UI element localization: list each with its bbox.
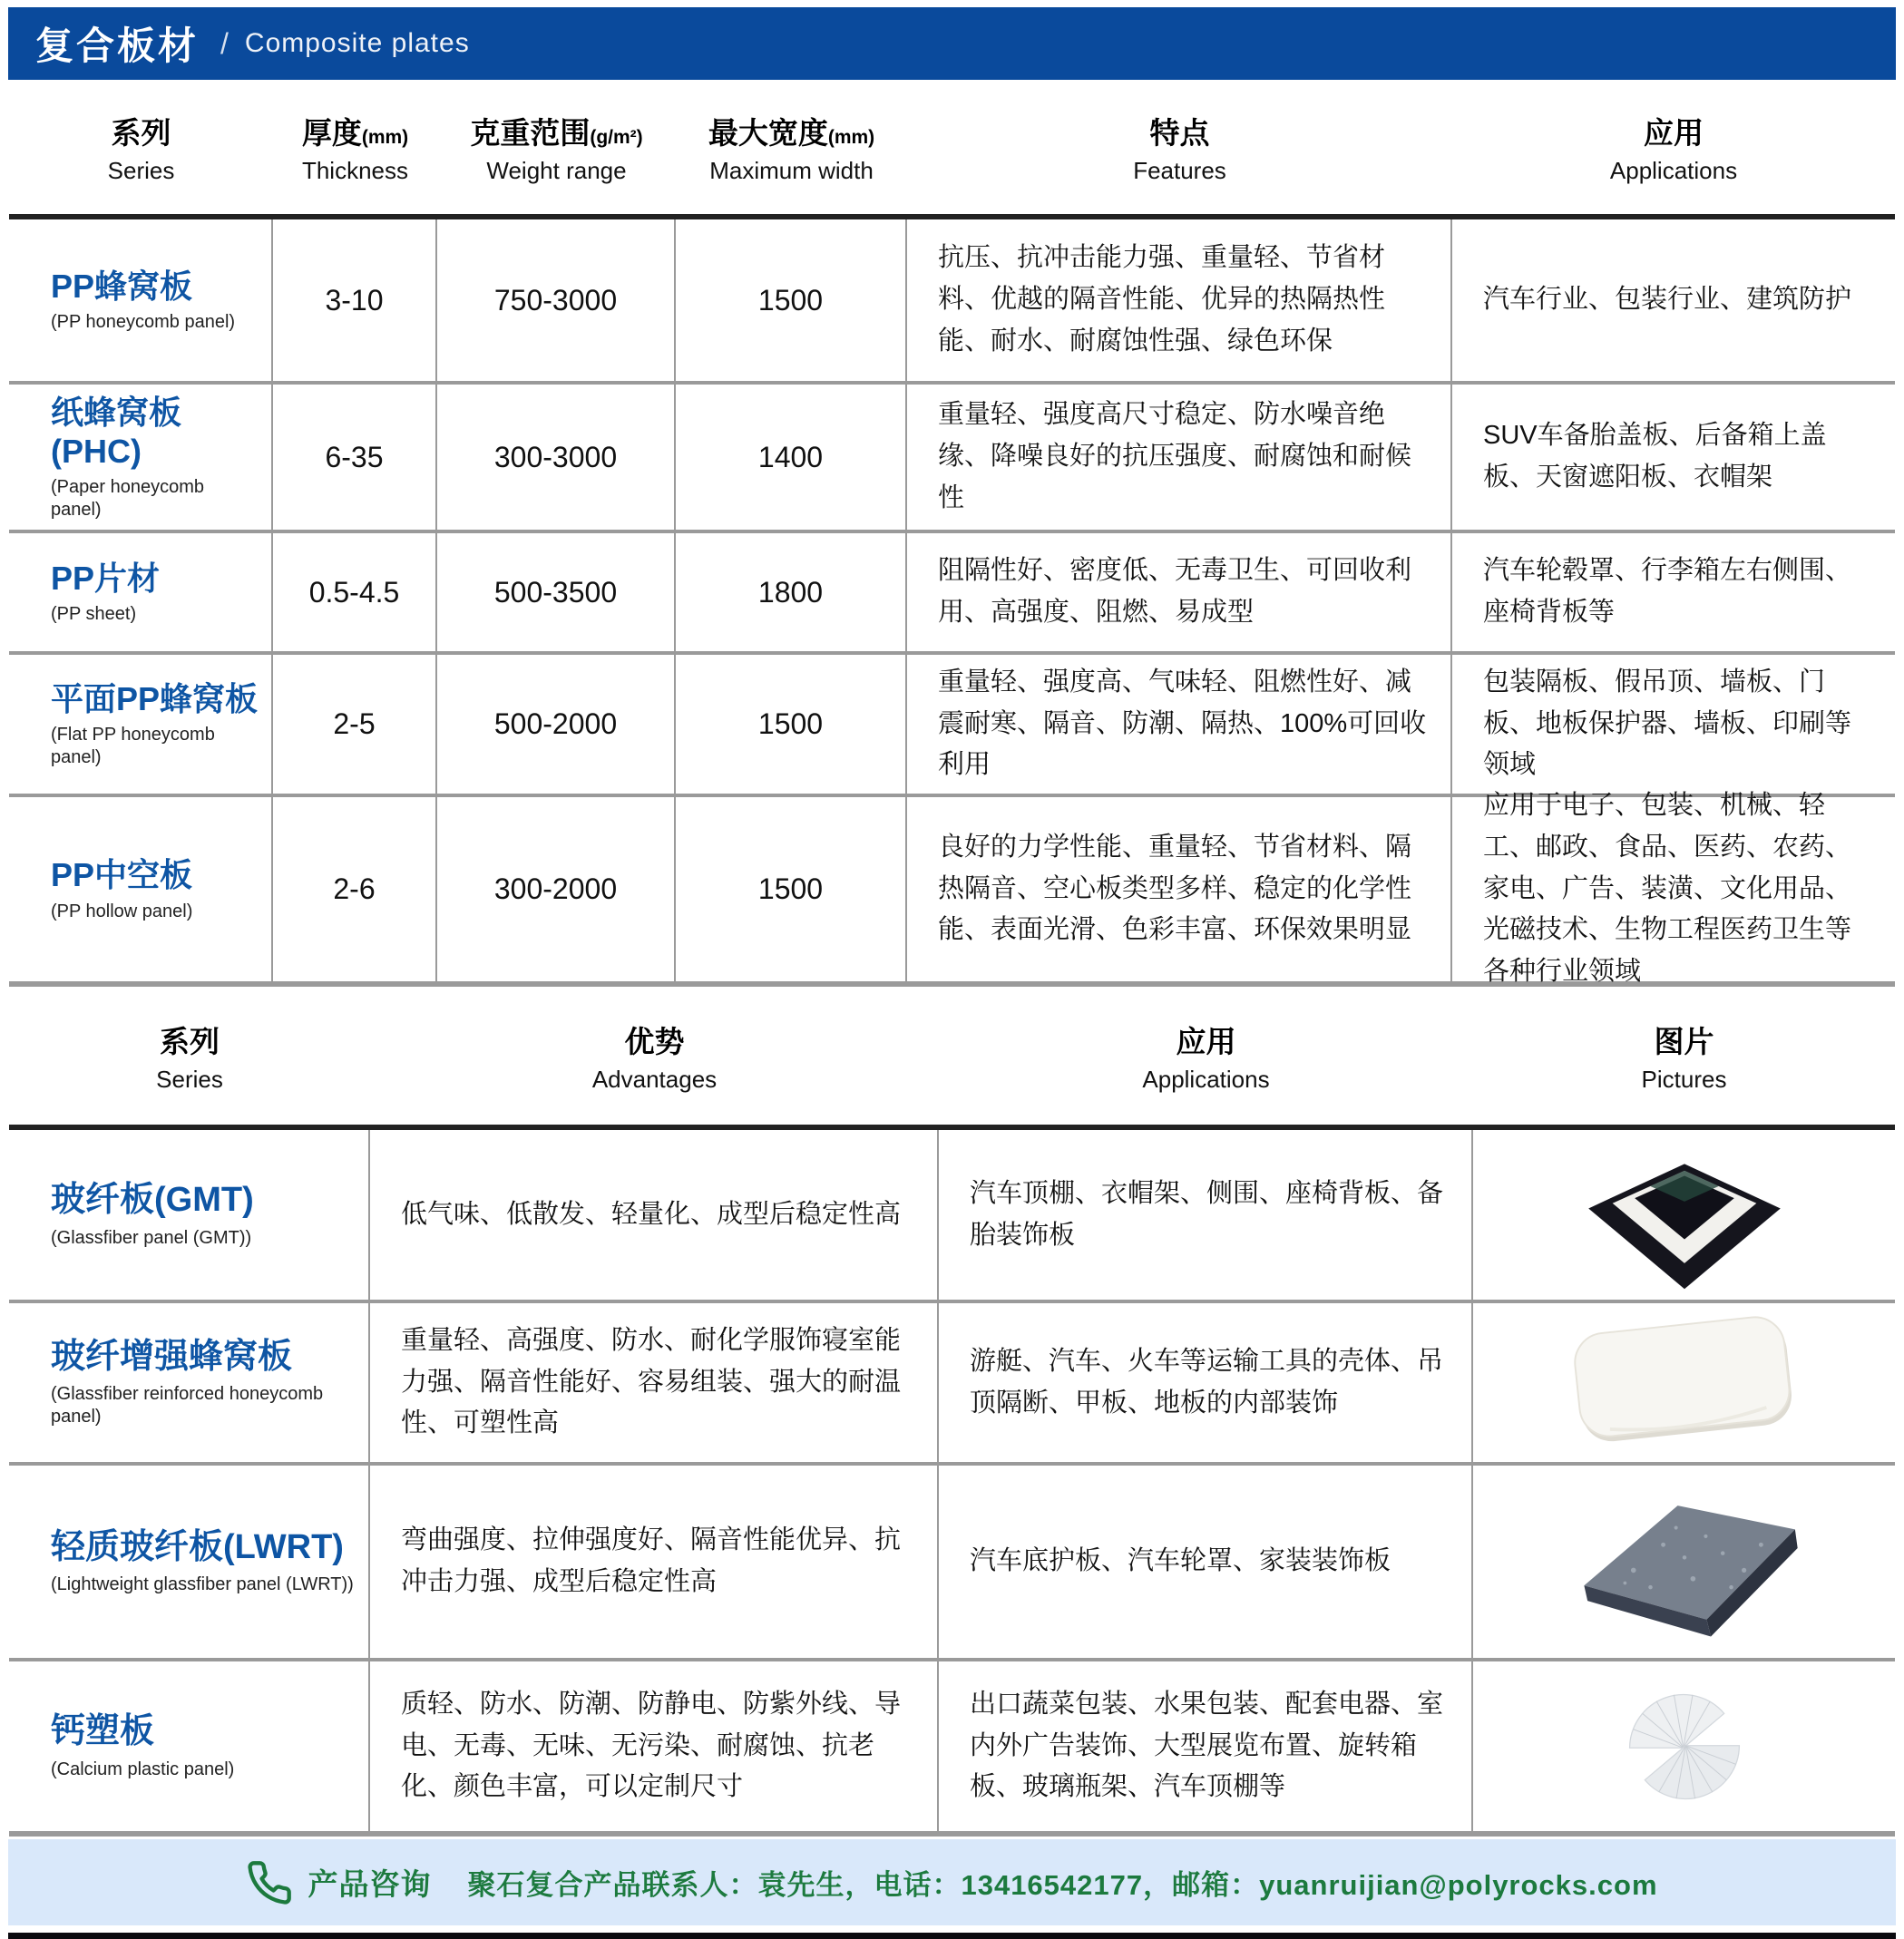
table-row xyxy=(9,1130,1895,1303)
picture-cell xyxy=(1473,1661,1895,1831)
header-unit: (mm) xyxy=(361,126,409,148)
series-name-zh: 玻纤增强蜂窝板 xyxy=(51,1337,293,1376)
header-en: Weight range xyxy=(486,156,627,184)
advantages-cell: 重量轻、高强度、防水、耐化学服饰寝室能力强、隔音性能好、容易组装、强大的耐温性、可塑性高 xyxy=(370,1303,939,1462)
table1-header-max-width xyxy=(676,110,907,185)
series-cell xyxy=(9,655,273,794)
series-name-en: (Glassfiber panel (GMT)) xyxy=(51,1227,252,1248)
table-row xyxy=(9,790,1895,987)
series-name-en: (PP sheet) xyxy=(51,604,137,625)
header-zh: 应用 xyxy=(1644,115,1704,150)
table2 xyxy=(9,1125,1895,1837)
applications-cell: SUV车备胎盖板、后备箱上盖板、天窗遮阳板、衣帽架 xyxy=(1483,421,1827,492)
header-en: Maximum width xyxy=(709,156,874,184)
series-name-en: (Glassfiber reinforced honeycomb panel) xyxy=(51,1384,324,1427)
header-en: Series xyxy=(156,1065,223,1093)
series-name-zh: PP中空板 xyxy=(51,856,193,894)
series-name-en: (Flat PP honeycomb panel) xyxy=(51,725,215,768)
weight-range-cell: 300-2000 xyxy=(437,797,676,981)
series-name-en: (Paper honeycomb panel) xyxy=(51,477,204,521)
series-name-en: (Lightweight glassfiber panel (LWRT)) xyxy=(51,1574,354,1595)
header-zh: 图片 xyxy=(1654,1024,1714,1058)
header-en: Pictures xyxy=(1641,1065,1727,1093)
series-cell xyxy=(9,1661,370,1831)
table2-header-applications xyxy=(939,1018,1473,1094)
series-name-zh: 轻质玻纤板(LWRT) xyxy=(51,1527,344,1566)
header-zh: 特点 xyxy=(1149,115,1210,150)
applications-cell: 应用于电子、包装、机械、轻工、邮政、食品、医药、农药、家电、广告、装潢、文化用品、光磁技术、生物工程医药卫生等各种行业领域 xyxy=(1483,790,1852,987)
picture-cell xyxy=(1473,1466,1895,1658)
white-honeycomb-panel-image xyxy=(1553,1311,1816,1456)
table1-header-series xyxy=(9,110,273,185)
series-name-en: (PP hollow panel) xyxy=(51,901,193,921)
table-row xyxy=(9,385,1895,533)
bottom-divider-bar xyxy=(8,1933,1896,1939)
series-name-zh: PP片材 xyxy=(51,559,161,597)
series-name-zh: 平面PP蜂窝板 xyxy=(51,679,259,717)
features-cell: 阻隔性好、密度低、无毒卫生、可回收利用、高强度、阻燃、易成型 xyxy=(907,533,1452,651)
header-zh: 克重范围 xyxy=(470,115,591,150)
max-width-cell: 1500 xyxy=(676,219,907,381)
thickness-cell: 2-5 xyxy=(273,655,437,794)
page-header xyxy=(8,7,1896,80)
header-en: Applications xyxy=(1142,1065,1270,1093)
header-en: Applications xyxy=(1609,156,1738,184)
applications-cell: 汽车顶棚、衣帽架、侧围、座椅背板、备胎装饰板 xyxy=(939,1130,1473,1300)
table2-header-advantages xyxy=(370,1018,939,1094)
applications-cell: 出口蔬菜包装、水果包装、配套电器、室内外广告装饰、大型展览布置、旋转箱板、玻璃瓶架、汽车顶棚等 xyxy=(939,1661,1473,1831)
weight-range-cell: 500-3500 xyxy=(437,533,676,651)
header-en: Series xyxy=(107,156,175,184)
table1 xyxy=(9,214,1895,987)
title-separator: / xyxy=(220,26,229,60)
table1-header-row xyxy=(9,80,1895,214)
series-cell xyxy=(9,219,273,381)
table2-header-pictures xyxy=(1473,1018,1895,1094)
lwrt-panel-image xyxy=(1548,1476,1821,1648)
applications-cell: 汽车行业、包装行业、建筑防护 xyxy=(1483,285,1852,315)
header-unit: (g/m²) xyxy=(590,126,643,148)
table-row xyxy=(9,533,1895,655)
features-cell: 良好的力学性能、重量轻、节省材料、隔热隔音、空心板类型多样、稳定的化学性能、表面光滑、色彩丰富、环保效果明显 xyxy=(907,797,1452,981)
table-row xyxy=(9,219,1895,385)
header-zh: 系列 xyxy=(111,115,171,150)
header-unit: (mm) xyxy=(827,126,875,148)
header-zh: 优势 xyxy=(624,1024,685,1058)
contact-footer xyxy=(8,1839,1896,1925)
series-cell xyxy=(9,533,273,651)
series-cell xyxy=(9,797,273,981)
thickness-cell: 0.5-4.5 xyxy=(273,533,437,651)
contact-info: 聚石复合产品联系人：袁先生，电话：13416542177，邮箱：yuanruijian@polyrocks.com xyxy=(467,1869,1658,1901)
applications-cell: 包装隔板、假吊顶、墙板、门板、地板保护器、墙板、印刷等领域 xyxy=(1483,667,1852,780)
header-zh: 应用 xyxy=(1176,1024,1236,1058)
advantages-cell: 弯曲强度、拉伸强度好、隔音性能优异、抗冲击力强、成型后稳定性高 xyxy=(370,1466,939,1658)
page-title-en: Composite plates xyxy=(244,28,470,58)
table-row xyxy=(9,1466,1895,1661)
advantages-cell: 质轻、防水、防潮、防静电、防紫外线、导电、无毒、无味、无污染、耐腐蚀、抗老化、颜色丰富，可以定制尺寸 xyxy=(370,1661,939,1831)
table-row xyxy=(9,1303,1895,1466)
weight-range-cell: 500-2000 xyxy=(437,655,676,794)
series-name-en: (PP honeycomb panel) xyxy=(51,312,236,333)
weight-range-cell: 750-3000 xyxy=(437,219,676,381)
header-en: Thickness xyxy=(301,156,409,184)
contact-label: 产品咨询 xyxy=(308,1867,432,1901)
header-zh: 系列 xyxy=(160,1024,220,1058)
advantages-cell: 低气味、低散发、轻量化、成型后稳定性高 xyxy=(370,1130,939,1300)
series-name-zh: PP蜂窝板 xyxy=(51,267,193,305)
features-cell: 重量轻、强度高尺寸稳定、防水噪音绝缘、降噪良好的抗压强度、耐腐蚀和耐候性 xyxy=(907,385,1452,530)
series-cell xyxy=(9,385,273,530)
table1-header-weight-range xyxy=(437,110,676,185)
thickness-cell: 2-6 xyxy=(273,797,437,981)
series-cell xyxy=(9,1466,370,1658)
applications-cell: 游艇、汽车、火车等运输工具的壳体、吊顶隔断、甲板、地板的内部装饰 xyxy=(939,1303,1473,1462)
header-zh: 最大宽度 xyxy=(708,115,828,150)
picture-cell xyxy=(1473,1303,1895,1462)
series-cell xyxy=(9,1130,370,1300)
picture-cell xyxy=(1473,1130,1895,1300)
header-en: Features xyxy=(1133,156,1226,184)
page-title-zh: 复合板材 xyxy=(35,24,200,67)
weight-range-cell: 300-3000 xyxy=(437,385,676,530)
series-name-en: (Calcium plastic panel) xyxy=(51,1759,235,1779)
calcium-plastic-fan-image xyxy=(1607,1665,1762,1828)
max-width-cell: 1500 xyxy=(676,797,907,981)
table2-header-series xyxy=(9,1018,370,1094)
max-width-cell: 1800 xyxy=(676,533,907,651)
table1-header-applications xyxy=(1452,110,1895,185)
table-row xyxy=(9,1661,1895,1837)
max-width-cell: 1400 xyxy=(676,385,907,530)
series-name-zh: 纸蜂窝板(PHC) xyxy=(51,393,182,470)
max-width-cell: 1500 xyxy=(676,655,907,794)
gmt-panel-image xyxy=(1553,1138,1816,1292)
header-zh: 厚度 xyxy=(301,115,362,150)
table1-header-thickness xyxy=(273,110,437,185)
phone-icon xyxy=(246,1859,293,1906)
table1-header-features xyxy=(907,110,1452,185)
series-cell xyxy=(9,1303,370,1462)
features-cell: 抗压、抗冲击能力强、重量轻、节省材料、优越的隔音性能、优异的热隔热性能、耐水、耐腐蚀性强、绿色环保 xyxy=(907,219,1452,381)
thickness-cell: 6-35 xyxy=(273,385,437,530)
features-cell: 重量轻、强度高、气味轻、阻燃性好、减震耐寒、隔音、防潮、隔热、100%可回收利用 xyxy=(907,655,1452,794)
series-name-zh: 玻纤板(GMT) xyxy=(51,1181,254,1220)
header-en: Advantages xyxy=(591,1065,718,1093)
series-name-zh: 钙塑板 xyxy=(51,1712,155,1751)
thickness-cell: 3-10 xyxy=(273,219,437,381)
applications-cell: 汽车轮毂罩、行李箱左右侧围、座椅背板等 xyxy=(1483,556,1852,627)
applications-cell: 汽车底护板、汽车轮罩、家装装饰板 xyxy=(939,1466,1473,1658)
